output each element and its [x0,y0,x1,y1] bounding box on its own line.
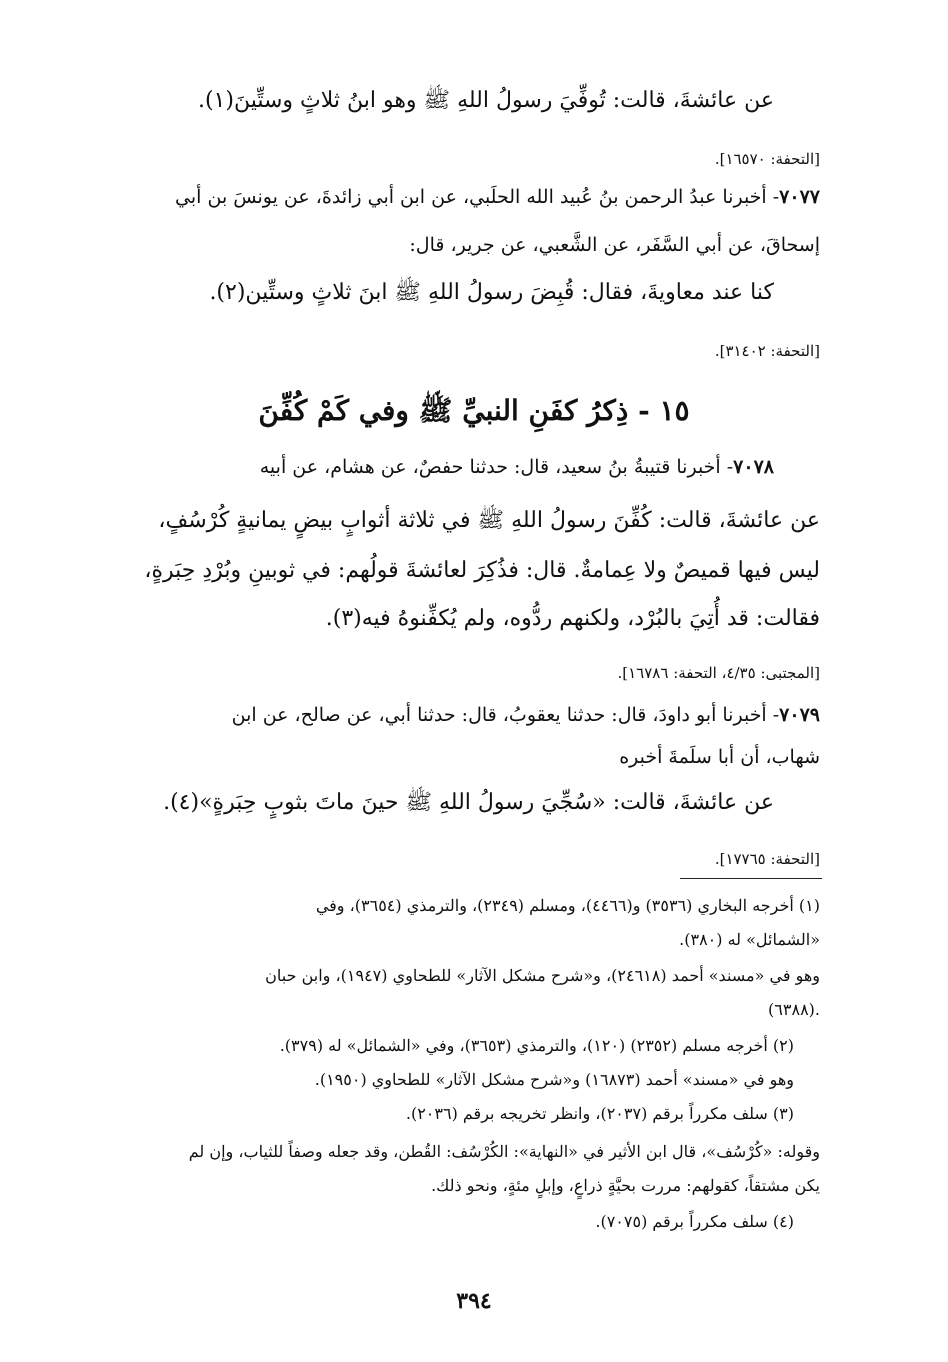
hadith-7077-line-2: إسحاقَ، عن أبي السَّفَر، عن الشَّعبي، عن جرير، قال: [409,234,820,256]
hadith-7077-line-1: ٧٠٧٧- أخبرنا عبدُ الرحمن بنُ عُبيد الله الحلَبي، عن ابن أبي زائدةَ، عن يونسَ بن أبي [175,186,820,208]
hadith-7079-ref: [التحفة: ١٧٧٦٥]. [714,850,820,868]
hadith-7078-line-3: ليس فيها قميصٌ ولا عِمامةٌ. قال: فذُكِرَ لعائشةَ قولُهم: في ثوبينِ وبُرْدِ حِبَرةٍ، [144,558,820,583]
footnote-divider [680,878,822,879]
footnote-line: (١) أخرجه البخاري (٣٥٣٦) و(٤٤٦٦)، ومسلم (٢٣٤٩)، والترمذي (٣٦٥٤)، وفي [315,896,820,915]
hadith-7078-line-4: فقالت: قد أُتِيَ بالبُرْد، ولكنهم ردُّوه، ولم يُكفِّنوهُ فيه(٣). [325,606,820,631]
hadith-7077-ref: [التحفة: ٣١٤٠٢]. [714,342,820,360]
hadith-7076-text: عن عائشةَ، قالت: تُوفِّيَ رسولُ اللهِ ﷺ وهو ابنُ ثلاثٍ وستِّينَ(١). [197,88,774,113]
page-number: ٣٩٤ [456,1288,492,1314]
footnote-line: وهو في «مسند» أحمد (١٦٨٧٣) و«شرح مشكل الآثار» للطحاوي (١٩٥٠). [314,1070,794,1089]
section-heading: ١٥ - ذِكرُ كفَنِ النبيِّ ﷺ وفي كَمْ كُفِّنَ [258,394,690,427]
footnote-line: (٣) سلف مكرراً برقم (٢٠٣٧)، وانظر تخريجه برقم (٢٠٣٦). [405,1104,794,1123]
hadith-7077-number: ٧٠٧٧ [779,186,820,208]
hadith-7078-line-1: ٧٠٧٨- أخبرنا قتيبةُ بنُ سعيد، قال: حدثنا حفصٌ، عن هشام، عن أبيه [259,456,774,478]
footnote-line: وقوله: «كُرْسُف»، قال ابن الأثير في «النهاية»: الكُرْسُف: القُطن، وقد جعله وصفاً للثياب، وإن لم [188,1142,820,1161]
hadith-7079-line-3: عن عائشةَ، قالت: «سُجِّيَ رسولُ اللهِ ﷺ حينَ ماتَ بثوبٍ حِبَرةٍ»(٤). [163,790,774,815]
footnote-line: (٢) أخرجه مسلم (٢٣٥٢) (١٢٠)، والترمذي (٣٦٥٣)، وفي «الشمائل» له (٣٧٩). [279,1036,794,1055]
hadith-7078-ref: [المجتبى: ٤/٣٥، التحفة: ١٦٧٨٦]. [617,664,820,682]
footnote-line: (٤) سلف مكرراً برقم (٧٠٧٥). [595,1212,794,1231]
hadith-7079-number: ٧٠٧٩ [779,704,820,726]
hadith-7079-line-1: ٧٠٧٩- أخبرنا أبو داودَ، قال: حدثنا يعقوبُ، قال: حدثنا أبي، عن صالح، عن ابن [231,704,820,726]
footnote-line: (٦٣٨٨). [768,1000,820,1019]
footnote-line: يكن مشتقاً، كقولهم: مررت بحيَّةٍ ذراعٍ، وإبلٍ مئةٍ، ونحو ذلك. [431,1176,820,1195]
hadith-7076-ref: [التحفة: ١٦٥٧٠]. [714,150,820,168]
footnote-line: «الشمائل» له (٣٨٠). [679,930,820,949]
footnote-line: وهو في «مسند» أحمد (٢٤٦١٨)، و«شرح مشكل الآثار» للطحاوي (١٩٤٧)، وابن حبان [265,966,820,985]
hadith-7079-line-2: شهاب، أن أبا سلَمةَ أخبره [619,746,820,768]
hadith-7077-line-3: كنا عند معاويةَ، فقال: قُبِضَ رسولُ اللهِ ﷺ ابنَ ثلاثٍ وستِّين(٢). [209,280,774,305]
hadith-7078-number: ٧٠٧٨ [733,456,774,478]
hadith-7078-line-2: عن عائشةَ، قالت: كُفِّنَ رسولُ اللهِ ﷺ في ثلاثة أثوابٍ بيضٍ يمانيةٍ كُرْسُفٍ، [158,508,820,533]
